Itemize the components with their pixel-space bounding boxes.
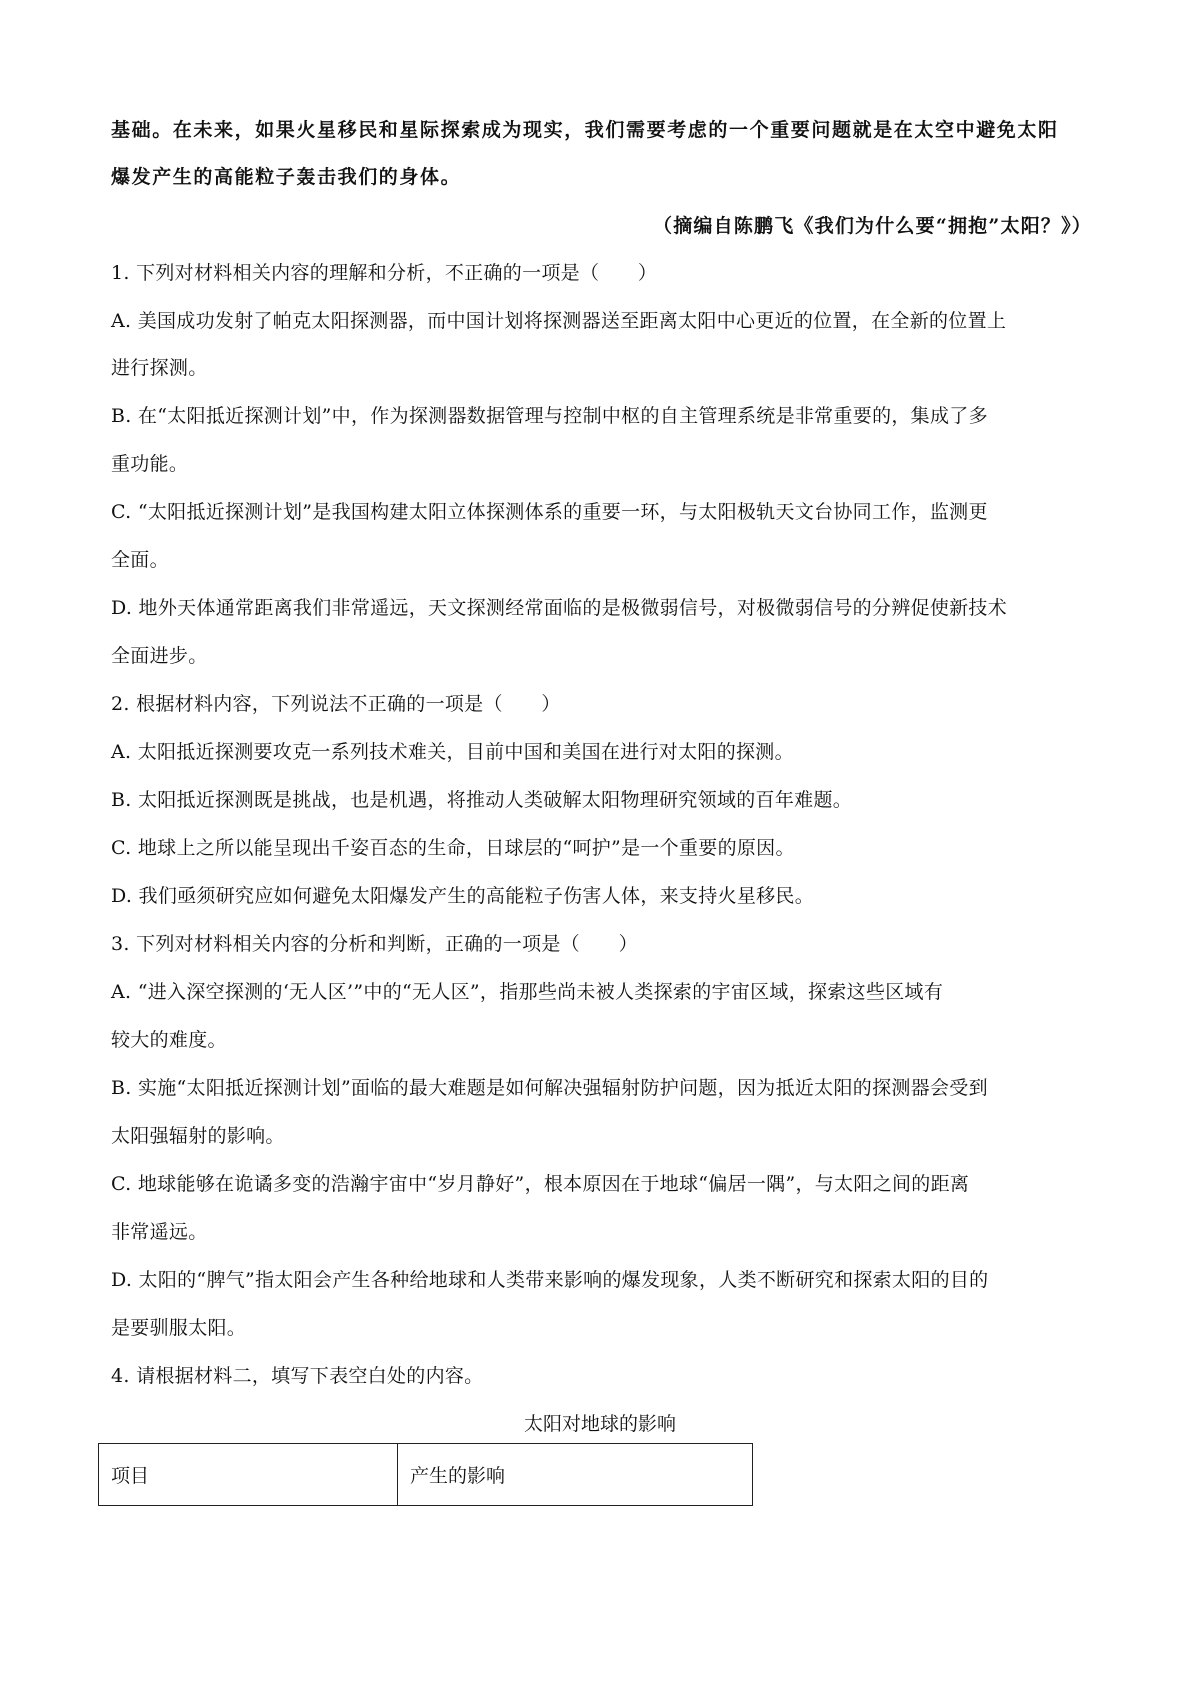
question-3-option-b: B. 实施“太阳抵近探测计划”面临的最大难题是如何解决强辐射防护问题，因为抵近太阳的探测器会受到 [111, 1077, 988, 1099]
table-title: 太阳对地球的影响 [523, 1413, 676, 1435]
question-2-option-c: C. 地球上之所以能呈现出千姿百态的生命，日球层的“呵护”是一个重要的原因。 [111, 837, 795, 859]
question-2-stem: 2. 根据材料内容，下列说法不正确的一项是（ ） [111, 693, 561, 715]
question-4-stem: 4. 请根据材料二，填写下表空白处的内容。 [111, 1365, 484, 1387]
question-1-option-a-cont: 进行探测。 [111, 357, 208, 379]
table-header-impact: 产生的影响 [398, 1444, 753, 1506]
question-3-stem: 3. 下列对材料相关内容的分析和判断，正确的一项是（ ） [111, 933, 638, 955]
question-2-option-b: B. 太阳抵近探测既是挑战，也是机遇，将推动人类破解太阳物理研究领域的百年难题。 [111, 789, 853, 811]
question-3-option-c-cont: 非常遥远。 [111, 1221, 208, 1243]
question-2-option-d: D. 我们亟须研究应如何避免太阳爆发产生的高能粒子伤害人体，来支持火星移民。 [111, 885, 815, 907]
question-3-option-a: A. “进入深空探测的‘无人区’”中的“无人区”，指那些尚未被人类探索的宇宙区域，探索这些区域有 [111, 981, 944, 1003]
question-3-option-c: C. 地球能够在诡谲多变的浩瀚宇宙中“岁月静好”，根本原因在于地球“偏居一隅”，与太阳之间的距离 [111, 1173, 970, 1195]
impact-table [98, 1443, 753, 1506]
intro-line-1: 基础。在未来，如果火星移民和星际探索成为现实，我们需要考虑的一个重要问题就是在太空中避免太阳 [111, 119, 1059, 141]
question-1-option-b: B. 在“太阳抵近探测计划”中，作为探测器数据管理与控制中枢的自主管理系统是非常重要的，集成了多 [111, 405, 988, 427]
question-1-option-d: D. 地外天体通常距离我们非常遥远，天文探测经常面临的是极微弱信号，对极微弱信号的分辨促使新技术 [111, 597, 1008, 619]
question-1-option-a: A. 美国成功发射了帕克太阳探测器，而中国计划将探测器送至距离太阳中心更近的位置，在全新的位置上 [111, 310, 1007, 332]
question-3-option-b-cont: 太阳强辐射的影响。 [111, 1125, 285, 1147]
question-2-option-a: A. 太阳抵近探测要攻克一系列技术难关，目前中国和美国在进行对太阳的探测。 [111, 741, 794, 763]
intro-line-2: 爆发产生的高能粒子轰击我们的身体。 [111, 166, 462, 188]
question-3-option-d: D. 太阳的“脾气”指太阳会产生各种给地球和人类带来影响的爆发现象，人类不断研究和探索太阳的目的 [111, 1269, 989, 1291]
question-1-option-c: C. “太阳抵近探测计划”是我国构建太阳立体探测体系的重要一环，与太阳极轨天文台协同工作，监测更 [111, 501, 988, 523]
question-3-option-a-cont: 较大的难度。 [111, 1029, 227, 1051]
question-1-option-c-cont: 全面。 [111, 549, 169, 571]
question-3-option-d-cont: 是要驯服太阳。 [111, 1317, 247, 1339]
source-attribution: （摘编自陈鹏飞《我们为什么要“拥抱”太阳？》） [653, 215, 1092, 237]
table-header-item: 项目 [99, 1444, 398, 1506]
table-header-row [99, 1444, 753, 1506]
question-1-option-d-cont: 全面进步。 [111, 645, 208, 667]
question-1-option-b-cont: 重功能。 [111, 453, 189, 475]
question-1-stem: 1. 下列对材料相关内容的理解和分析，不正确的一项是（ ） [111, 262, 658, 284]
